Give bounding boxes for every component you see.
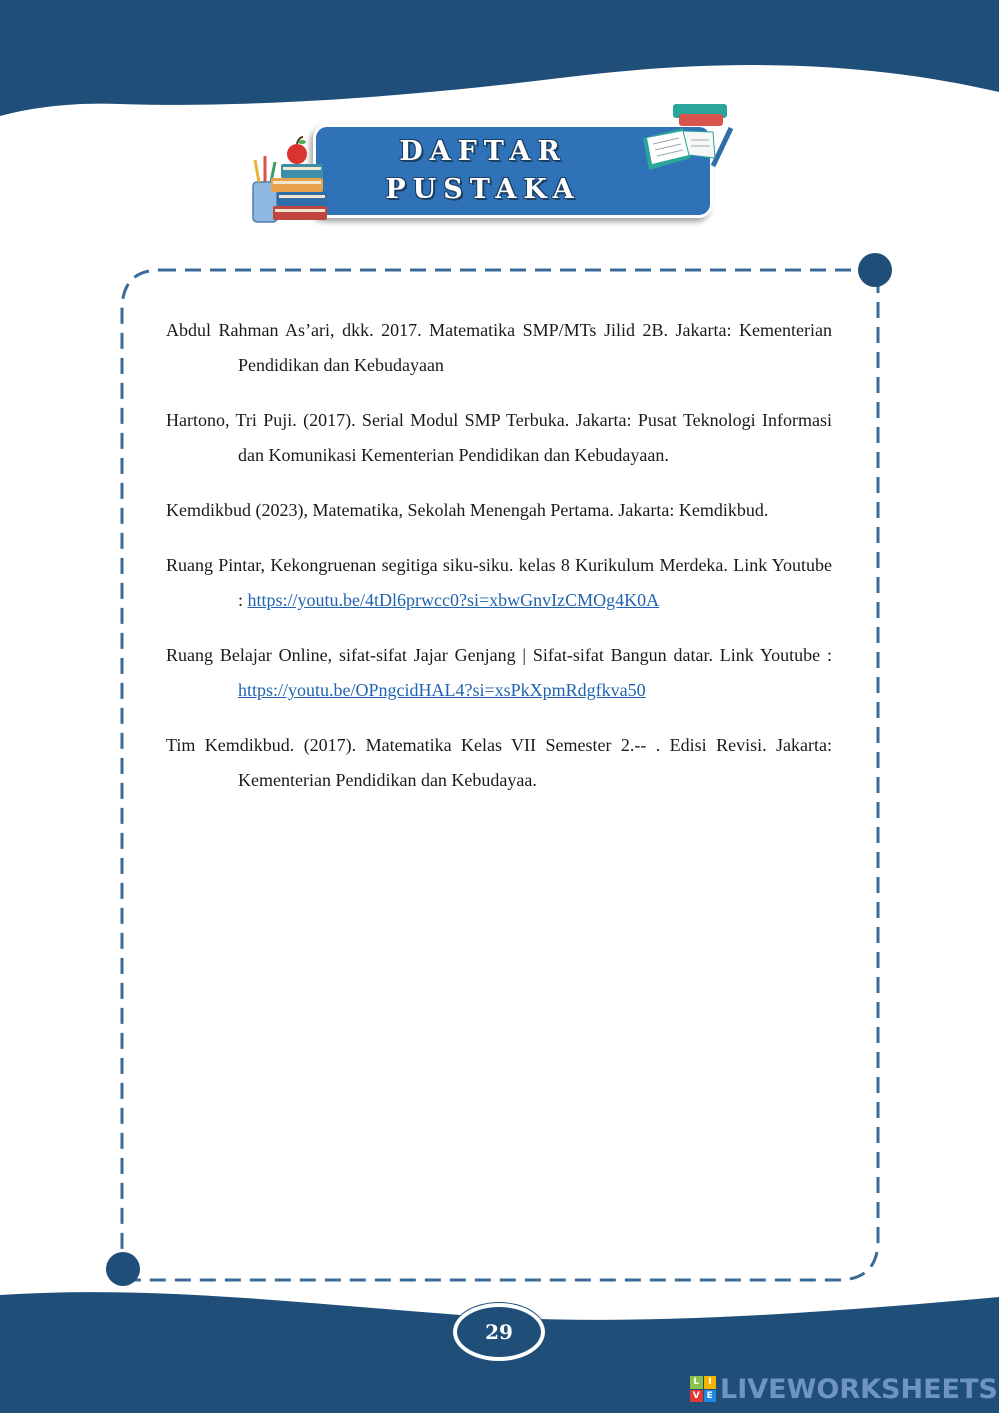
reference-item-3: Kemdikbud (2023), Matematika, Sekolah Menengah Pertama. Jakarta: Kemdikbud. — [166, 500, 769, 520]
open-book-icon — [635, 100, 745, 180]
liveworksheets-logo-icon: L I V E — [690, 1376, 716, 1402]
page-number-badge: 29 — [453, 1303, 545, 1361]
watermark-text: LIVEWORKSHEETS — [720, 1373, 998, 1405]
books-stack-icon — [245, 120, 335, 225]
liveworksheets-watermark — [690, 1372, 998, 1406]
title-banner — [245, 100, 745, 230]
reference-item-1: Abdul Rahman As’ari, dkk. 2017. Matematika SMP/MTs Jilid 2B. Jakarta: Kementerian Pendidikan dan Kebudayaan — [166, 320, 832, 375]
title-line-2: PUSTAKA — [385, 174, 581, 205]
youtube-link-1[interactable]: https://youtu.be/4tDl6prwcc0?si=xbwGnvIzCMOg4K0A — [247, 590, 660, 610]
reference-item-5: Ruang Belajar Online, sifat-sifat Jajar Genjang | Sifat-sifat Bangun datar. Link Youtube : https://youtu.be/OPngcidHAL4?si=xsPkXpmRdgfkva50 — [166, 645, 832, 700]
title-line-1: DAFTAR — [399, 136, 567, 167]
frame-dot-bottom-left — [106, 1252, 140, 1286]
youtube-link-2[interactable]: https://youtu.be/OPngcidHAL4?si=xsPkXpmRdgfkva50 — [238, 680, 646, 700]
reference-item-2: Hartono, Tri Puji. (2017). Serial Modul SMP Terbuka. Jakarta: Pusat Teknologi Informasi dan Komunikasi Kementerian Pendidikan dan Kebudayaan. — [166, 410, 832, 465]
reference-item-4: Ruang Pintar, Kekongruenan segitiga siku-siku. kelas 8 Kurikulum Merdeka. Link Youtube : https://youtu.be/4tDl6prwcc0?si=xbwGnvIzCMOg4K0A — [166, 555, 832, 610]
reference-item-6: Tim Kemdikbud. (2017). Matematika Kelas VII Semester 2.-- . Edisi Revisi. Jakarta: Kementerian Pendidikan dan Kebudayaa. — [166, 735, 832, 790]
page-title — [313, 124, 653, 218]
reference-list — [166, 313, 832, 818]
frame-dot-top-right — [858, 253, 892, 287]
